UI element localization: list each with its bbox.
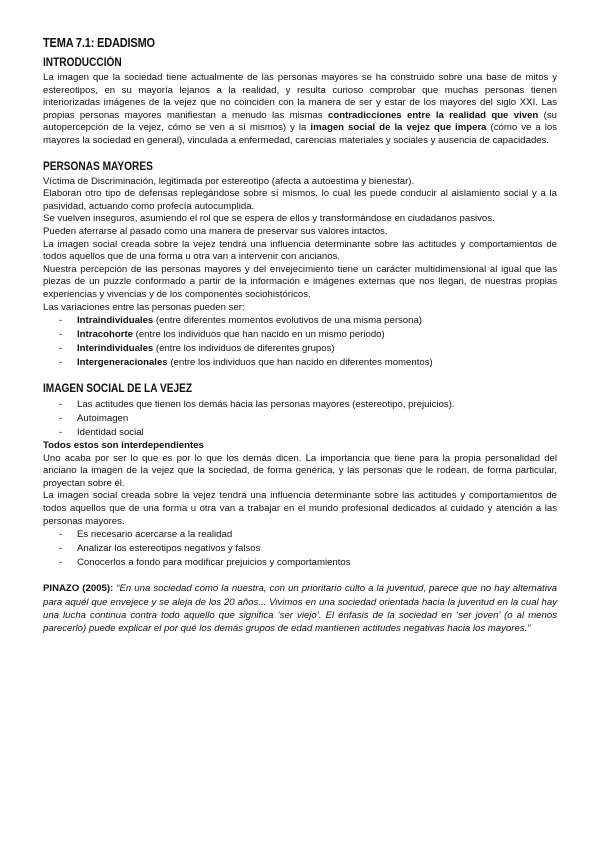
list-item: - Las actitudes que tienen los demás hacia las personas mayores (estereotipo, prejuicios). bbox=[59, 398, 557, 412]
intro-paragraph bbox=[43, 72, 557, 148]
section-heading-imagen-social: IMAGEN SOCIAL DE LA VEJEZ bbox=[43, 383, 193, 396]
list-item-term: Interindividuales bbox=[77, 343, 154, 355]
list-item-text: (entre los individuos que han nacido en diferentes momentos) bbox=[167, 357, 433, 369]
imagen-list bbox=[43, 398, 557, 440]
personas-paragraph-7: Las variaciones entre las personas pueden ser: bbox=[43, 301, 245, 313]
list-item bbox=[59, 356, 557, 370]
personas-paragraph-5: La imagen social creada sobre la vejez tendrá una influencia determinante sobre las actitudes y comportamientos de todos aquellos que de una forma u otra van a intervenir con ancianos. bbox=[43, 238, 557, 263]
intro-bold-2: imagen social de la vejez que impera bbox=[310, 122, 487, 134]
list-item-term: Intergeneracionales bbox=[77, 357, 168, 369]
intro-text-1: La imagen que la sociedad tiene actualmente de las personas mayores se ha construido sobre una base de mitos y estereotipos, en su mayoría lejanos a la realidad, y resulta curioso comprobar que muchas personas tienen interiorizadas imágenes de la vejez que no coinciden con la manera de ser y estar de los mayores del siglo XXI. Las propias personas mayores manifiestan a menudo las mismas bbox=[43, 72, 557, 121]
interdependientes-line bbox=[43, 440, 557, 453]
personas-paragraph-1: Víctima de Discriminación, legitimada por estereotipo (afecta a autoestima y bienestar). bbox=[43, 175, 415, 187]
page-title: TEMA 7.1: EDADISMO bbox=[43, 36, 155, 50]
intro-text-3: (cómo ve a los mayores la sociedad en general), vinculada a enfermedad, carencias materiales y sociales y ausencia de capacidades. bbox=[43, 122, 557, 146]
intro-bold-1: contradicciones entre la realidad que viven bbox=[328, 109, 539, 121]
list-item: - Autoimagen bbox=[59, 412, 557, 426]
intro-text-2: (su autopercepción de la vejez, cómo se ven a sí mismos) y la bbox=[43, 109, 557, 134]
list-item-text: (entre los individuos de diferentes grupos) bbox=[153, 343, 335, 355]
list-item-text: (entre los individuos que han nacido en un mismo periodo) bbox=[132, 329, 385, 341]
personas-paragraph-2: Elaboran otro tipo de defensas replegándose sobre sí mismos, lo cual les puede conducir al aislamiento social y a la pasividad, actuando como profecía autocumplida. bbox=[43, 188, 557, 212]
list-item-term: Intraindividuales bbox=[77, 315, 154, 327]
personas-paragraph-3: Se vuelven inseguros, asumiendo el rol que se espera de ellos y transformándose en ciudadanos pasivos. bbox=[43, 213, 495, 225]
variaciones-list bbox=[43, 314, 557, 370]
pinazo-quote bbox=[43, 582, 557, 636]
list-item-term: Intracohorte bbox=[77, 329, 133, 341]
interdependientes-bold: Todos estos son interdependientes bbox=[43, 440, 204, 452]
imagen-list-2 bbox=[43, 528, 557, 570]
list-item: - Es necesario acercarse a la realidad bbox=[59, 528, 557, 542]
section-heading-personas-mayores: PERSONAS MAYORES bbox=[43, 160, 153, 173]
personas-paragraph-4: Pueden aferrarse al pasado como una manera de preservar sus valores intactos. bbox=[43, 225, 388, 237]
list-item: - Identidad social bbox=[59, 426, 557, 440]
list-item-text: (entre diferentes momentos evolutivos de una misma persona) bbox=[153, 315, 423, 327]
personas-paragraph-6: Nuestra percepción de las personas mayores y del envejecimiento tiene un carácter multidimensional al igual que las piezas de un puzzle conformado a partir de la información e imágenes externas que nos llegan, de nuestras propias experiencias y vivencias y de los componentes sociohistóricos. bbox=[43, 263, 557, 300]
quote-text: “En una sociedad como la nuestra, con un prioritario culto a la juventud, parece que no hay alternativa para aquél que envejece y se aleja de los 20 años... Vivimos en una sociedad orientada hacia la juventud en la cual hay una lucha continua contra todo aquello que significa ‘ser viejo’. El énfasis de la sociedad en ‘ser joven’ (o al menos parecerlo) puede explicar el por qué los demás grupos de edad mantienen actitudes negativas hacia los mayores.” bbox=[43, 583, 557, 635]
list-item bbox=[59, 314, 557, 328]
document-page bbox=[43, 36, 557, 636]
list-item: - Conocerlos a fondo para modificar prejuicios y comportamientos bbox=[59, 556, 557, 570]
list-item bbox=[59, 328, 557, 342]
imagen-paragraph-2: La imagen social creada sobre la vejez tendrá una influencia determinante sobre las actitudes y comportamientos de todos aquellos que de una forma u otra van a trabajar en el mundo profesional dedicados al cuidado y atención a las personas mayores. bbox=[43, 490, 557, 527]
list-item bbox=[59, 342, 557, 356]
imagen-paragraph-1: Uno acaba por ser lo que es por lo que los demás dicen. La importancia que tiene para la propia personalidad del anciano la imagen de la vejez que la sociedad, de forma genérica, y las personas que le rodean, de forma particular, proyectan sobre él. bbox=[43, 452, 557, 489]
section-heading-introduccion: INTRODUCCIÓN bbox=[43, 57, 122, 69]
list-item: - Analizar los estereotipos negativos y falsos bbox=[59, 542, 557, 556]
quote-author: PINAZO (2005): bbox=[43, 583, 114, 595]
